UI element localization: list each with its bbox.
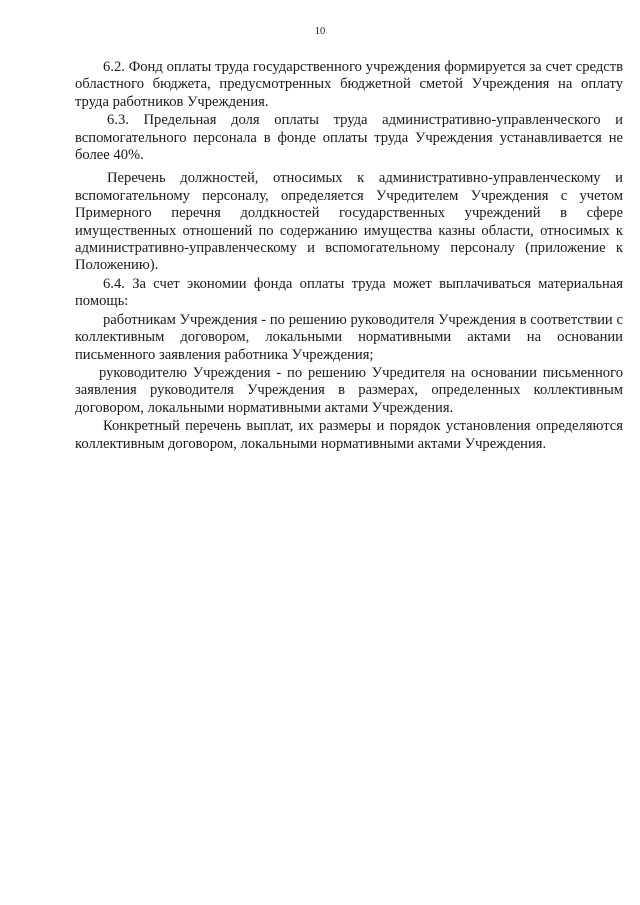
paragraph-6-4: 6.4. За счет экономии фонда оплаты труда может выплачиваться материальная помощь: <box>75 275 623 310</box>
paragraph-director-aid: руководителю Учреждения - по решению Учредителя на основании письменного заявления руководителя Учреждения в размерах, определенных коллективным договором, локальными нормативными актами Учреждения. <box>75 364 623 416</box>
page-number: 10 <box>314 26 326 37</box>
paragraph-positions-list: Перечень должностей, относимых к административно-управленческому и вспомогательному персоналу, определяется Учредителем Учреждения с учетом Примерного перечня долдкностей государственных учреждений в сфере имущественных отношений по содержанию имущества казны области, относимых к административно-управленческому и вспомогательному персоналу (приложение к Положению). <box>75 170 623 274</box>
paragraph-6-2: 6.2. Фонд оплаты труда государственного учреждения формируется за счет средств областного бюджета, предусмотренных бюджетной сметой Учреждения на оплату труда работников Учреждения. <box>75 59 623 110</box>
paragraph-payments-list: Конкретный перечень выплат, их размеры и порядок установления определяются коллективным договором, локальными нормативными актами Учреждения. <box>75 418 623 452</box>
paragraph-6-3: 6.3. Предельная доля оплаты труда административно-управленческого и вспомогательного персонала в фонде оплаты труда Учреждения устанавливается не более 40%. <box>75 112 623 164</box>
paragraph-employees-aid: работникам Учреждения - по решению руководителя Учреждения в соответствии с коллективным договором, локальными нормативными актами на основании письменного заявления работника Учреждения; <box>75 311 623 363</box>
document-body <box>75 59 623 453</box>
